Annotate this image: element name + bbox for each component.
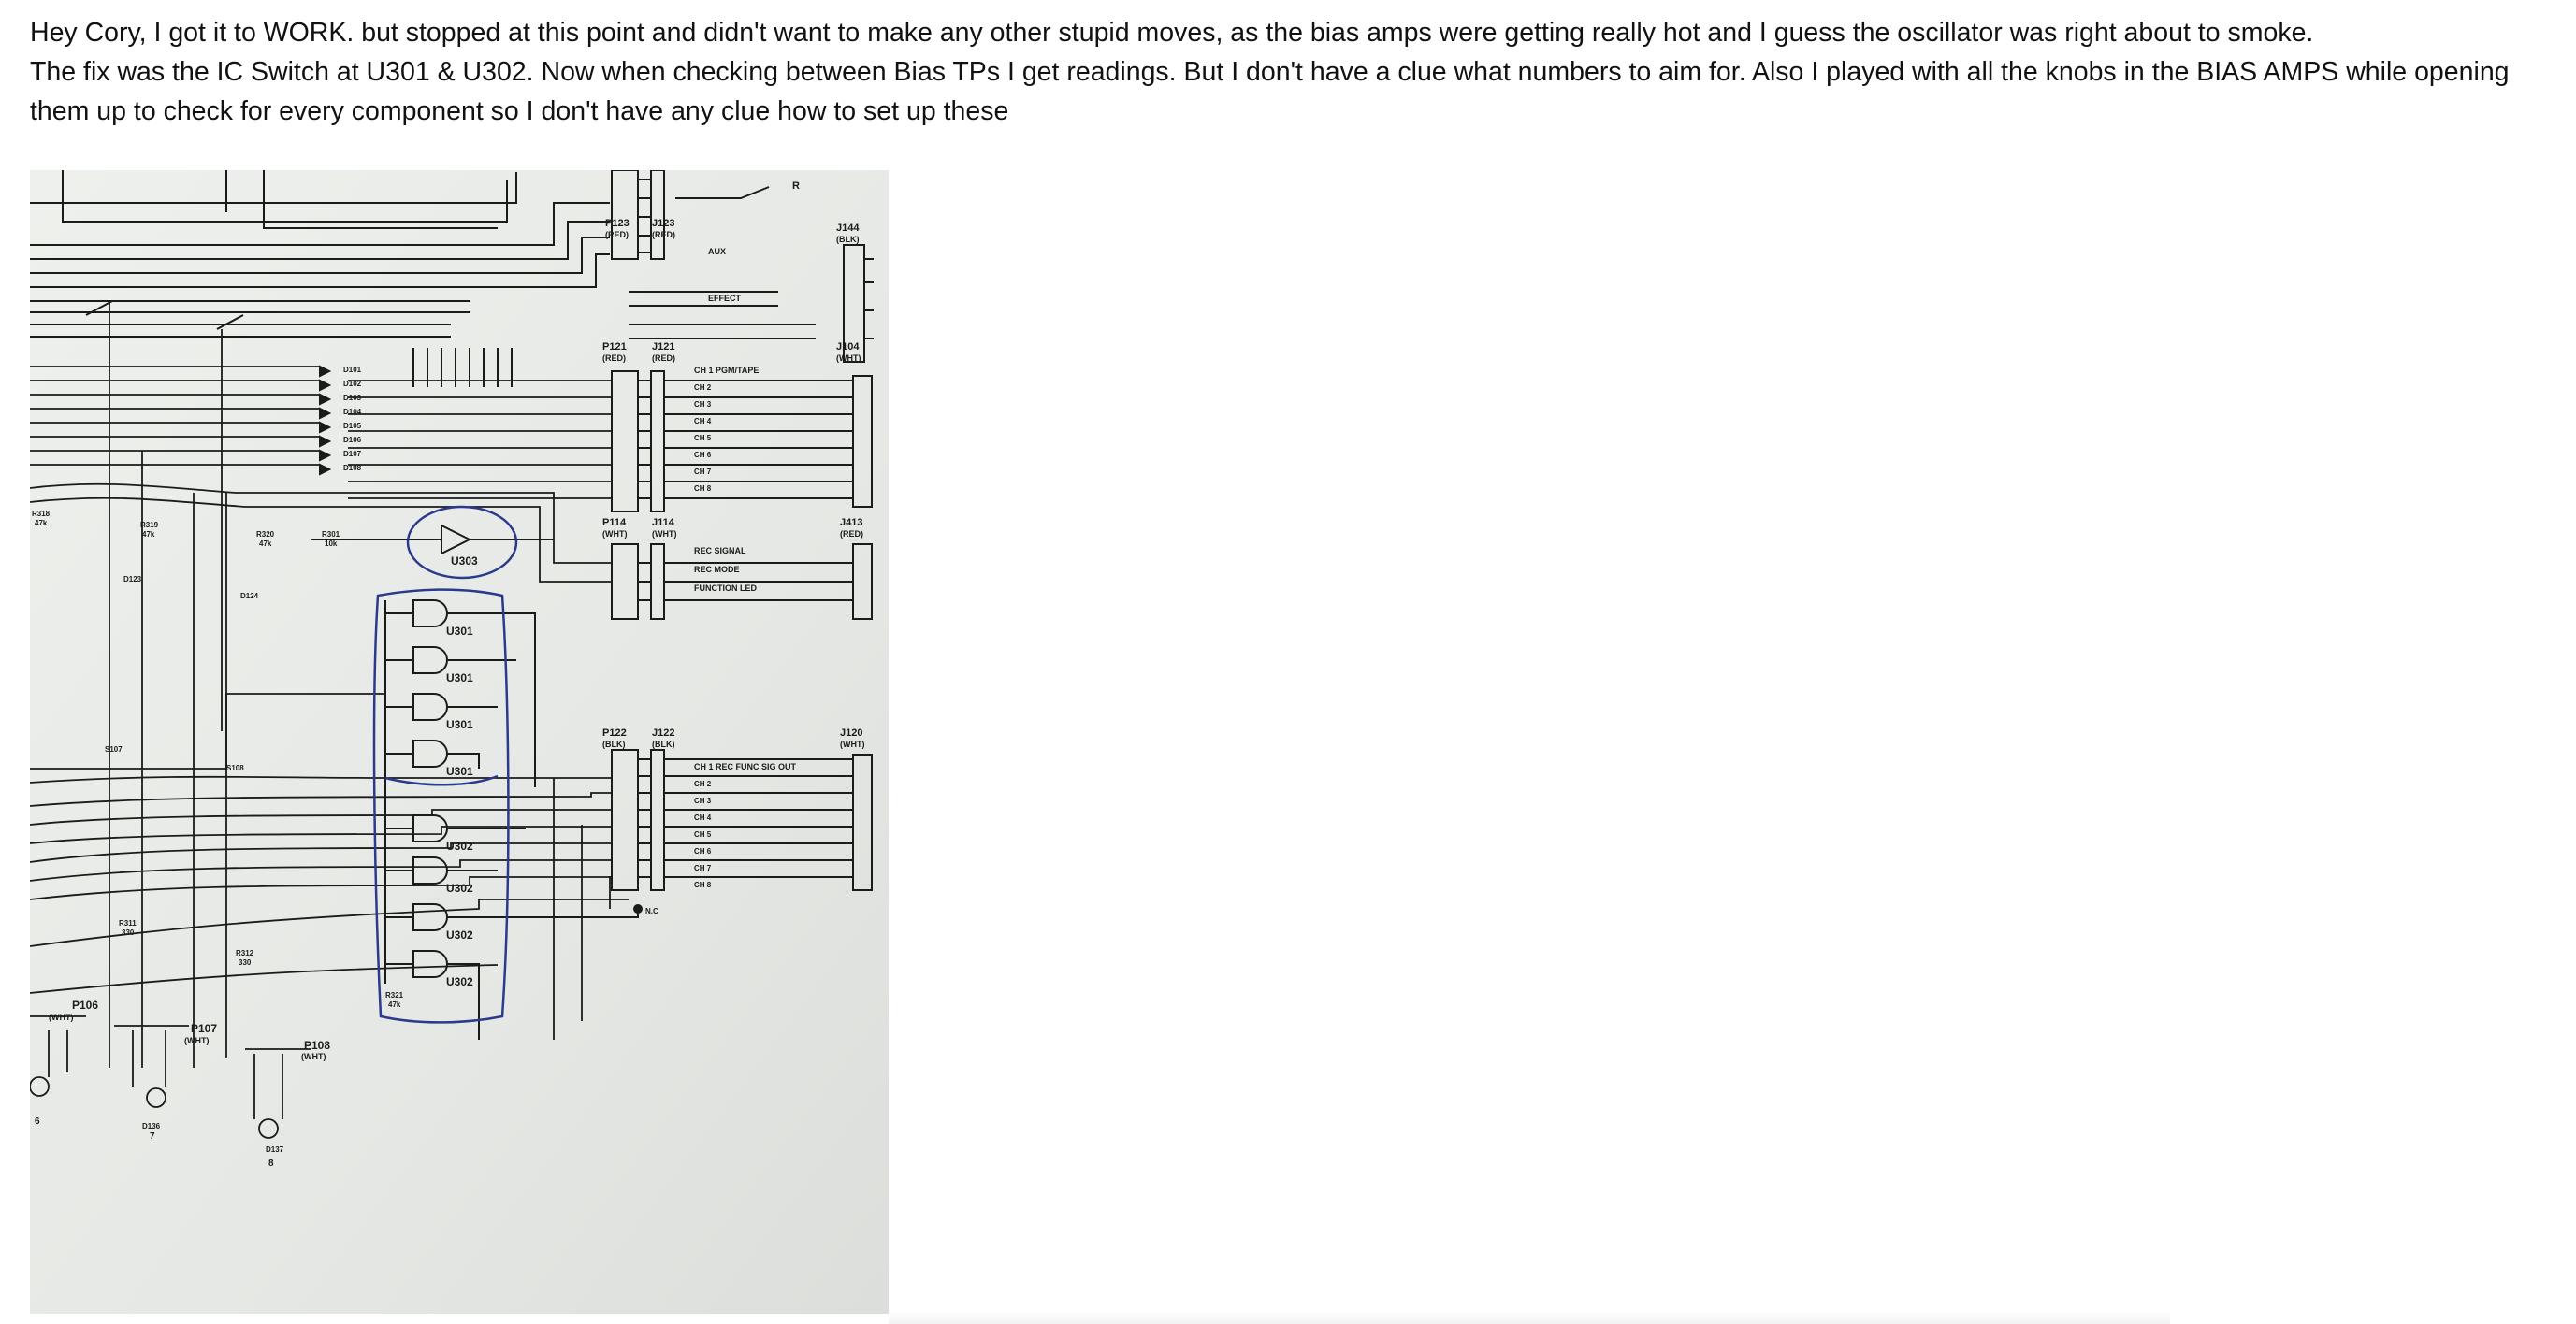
label-ch-a2: CH 2: [694, 383, 712, 392]
label-ch-b5: CH 5: [694, 830, 712, 839]
label-s108: S108: [226, 764, 244, 772]
label-d107: D107: [343, 450, 362, 458]
label-j123: J123: [652, 218, 675, 229]
message-body: [30, 13, 2555, 131]
label-r311-val: 330: [122, 928, 135, 937]
page-bottom-shadow: [889, 1313, 2170, 1324]
message-line-2: The fix was the IC Switch at U301 & U302. Now when checking between Bias TPs I get readings. But I don't have a clue what numbers to aim for. Also I played with all the knobs in the BIAS AMPS while opening them up to check for every component so I don't have any clue how to set up these: [30, 57, 2510, 126]
label-j123-color: (RED): [652, 230, 675, 239]
label-r318-val: 47k: [35, 519, 48, 527]
label-p121-color: (RED): [602, 353, 626, 363]
label-ch-b6: CH 6: [694, 847, 712, 856]
label-d106: D106: [343, 436, 362, 444]
schematic-photo: [30, 170, 889, 1314]
label-u301-b: U301: [446, 671, 473, 684]
label-p123: P123: [605, 218, 630, 229]
label-p108-color: (WHT): [301, 1052, 326, 1061]
label-j144: J144: [836, 223, 860, 234]
label-u302-b: U302: [446, 882, 473, 895]
label-j104-color: (WHT): [836, 353, 861, 363]
label-d123: D123: [123, 575, 142, 583]
label-ch-a6: CH 6: [694, 451, 712, 459]
label-rec-signal: REC SIGNAL: [694, 546, 746, 555]
label-r312: R312: [236, 949, 254, 957]
label-r319-val: 47k: [142, 530, 155, 539]
label-ch-b2: CH 2: [694, 780, 712, 788]
label-u302-d: U302: [446, 975, 473, 988]
label-j120: J120: [840, 727, 863, 739]
label-r319: R319: [140, 521, 159, 529]
label-p123-color: (RED): [605, 230, 629, 239]
paper-background: [30, 170, 889, 1314]
label-r311: R311: [119, 919, 137, 928]
label-rec-mode: REC MODE: [694, 565, 740, 574]
label-r321: R321: [385, 991, 404, 1000]
label-nc: N.C: [645, 907, 658, 915]
label-j121: J121: [652, 341, 675, 353]
label-aux: AUX: [708, 247, 727, 256]
label-r320-val: 47k: [259, 540, 272, 548]
label-p114-color: (WHT): [602, 529, 628, 539]
label-p122: P122: [602, 727, 627, 739]
label-d108: D108: [343, 464, 362, 472]
label-d136: D136: [142, 1122, 161, 1130]
label-j104: J104: [836, 341, 860, 353]
label-j121-color: (RED): [652, 353, 675, 363]
label-p107-color: (WHT): [184, 1036, 210, 1045]
label-ch-b8: CH 8: [694, 881, 712, 889]
label-effect: EFFECT: [708, 294, 741, 303]
label-r301: R301: [322, 530, 340, 539]
label-r321-val: 47k: [388, 1000, 401, 1009]
schematic-drawing: [30, 170, 889, 1314]
label-p107: P107: [191, 1022, 218, 1035]
label-u302-a: U302: [446, 840, 473, 853]
label-j413-color: (RED): [840, 529, 863, 539]
label-rec-func-out: CH 1 REC FUNC SIG OUT: [694, 762, 797, 771]
message-line-1: Hey Cory, I got it to WORK. but stopped at this point and didn't want to make any other stupid moves, as the bias amps were getting really hot and I guess the oscillator was right about to smoke.: [30, 18, 2314, 48]
label-u302-c: U302: [446, 928, 473, 942]
label-d137: D137: [266, 1145, 284, 1154]
label-num-8: 8: [268, 1158, 274, 1169]
label-ch-a4: CH 4: [694, 417, 712, 425]
label-s107: S107: [105, 745, 123, 754]
label-d101: D101: [343, 366, 362, 374]
label-ch1-pgm: CH 1 PGM/TAPE: [694, 366, 760, 375]
label-j413: J413: [840, 517, 863, 528]
label-r312-val: 330: [239, 958, 252, 967]
label-j114-color: (WHT): [652, 529, 677, 539]
label-function-led: FUNCTION LED: [694, 583, 757, 593]
label-ch-a7: CH 7: [694, 468, 712, 476]
label-j120-color: (WHT): [840, 740, 865, 749]
label-j114: J114: [652, 517, 674, 528]
label-p114: P114: [602, 517, 627, 528]
label-ch-a5: CH 5: [694, 434, 712, 442]
label-d103: D103: [343, 394, 362, 402]
label-r301-val: 10k: [325, 540, 338, 548]
label-j144-color: (BLK): [836, 235, 860, 244]
label-num-6: 6: [35, 1116, 40, 1127]
label-ch-b4: CH 4: [694, 813, 712, 822]
label-p106-color: (WHT): [49, 1013, 74, 1022]
label-j122: J122: [652, 727, 675, 739]
label-d105: D105: [343, 422, 362, 430]
label-d104: D104: [343, 408, 362, 416]
label-p108: P108: [304, 1039, 331, 1052]
label-j122-color: (BLK): [652, 740, 675, 749]
label-ch-b3: CH 3: [694, 797, 712, 805]
label-ch-a3: CH 3: [694, 400, 712, 409]
label-d102: D102: [343, 380, 362, 388]
label-ch-a8: CH 8: [694, 484, 712, 493]
label-p122-color: (BLK): [602, 740, 626, 749]
label-ch-b7: CH 7: [694, 864, 712, 872]
label-u301-d: U301: [446, 765, 473, 778]
label-p106: P106: [72, 999, 99, 1012]
label-num-7: 7: [150, 1131, 155, 1142]
label-d124: D124: [240, 592, 259, 600]
label-r318: R318: [32, 510, 51, 518]
label-u303: U303: [451, 554, 478, 568]
label-u301-a: U301: [446, 625, 473, 638]
label-u301-c: U301: [446, 718, 473, 731]
label-r320: R320: [256, 530, 275, 539]
label-p121: P121: [602, 341, 627, 353]
label-relay-r: R: [792, 180, 800, 192]
